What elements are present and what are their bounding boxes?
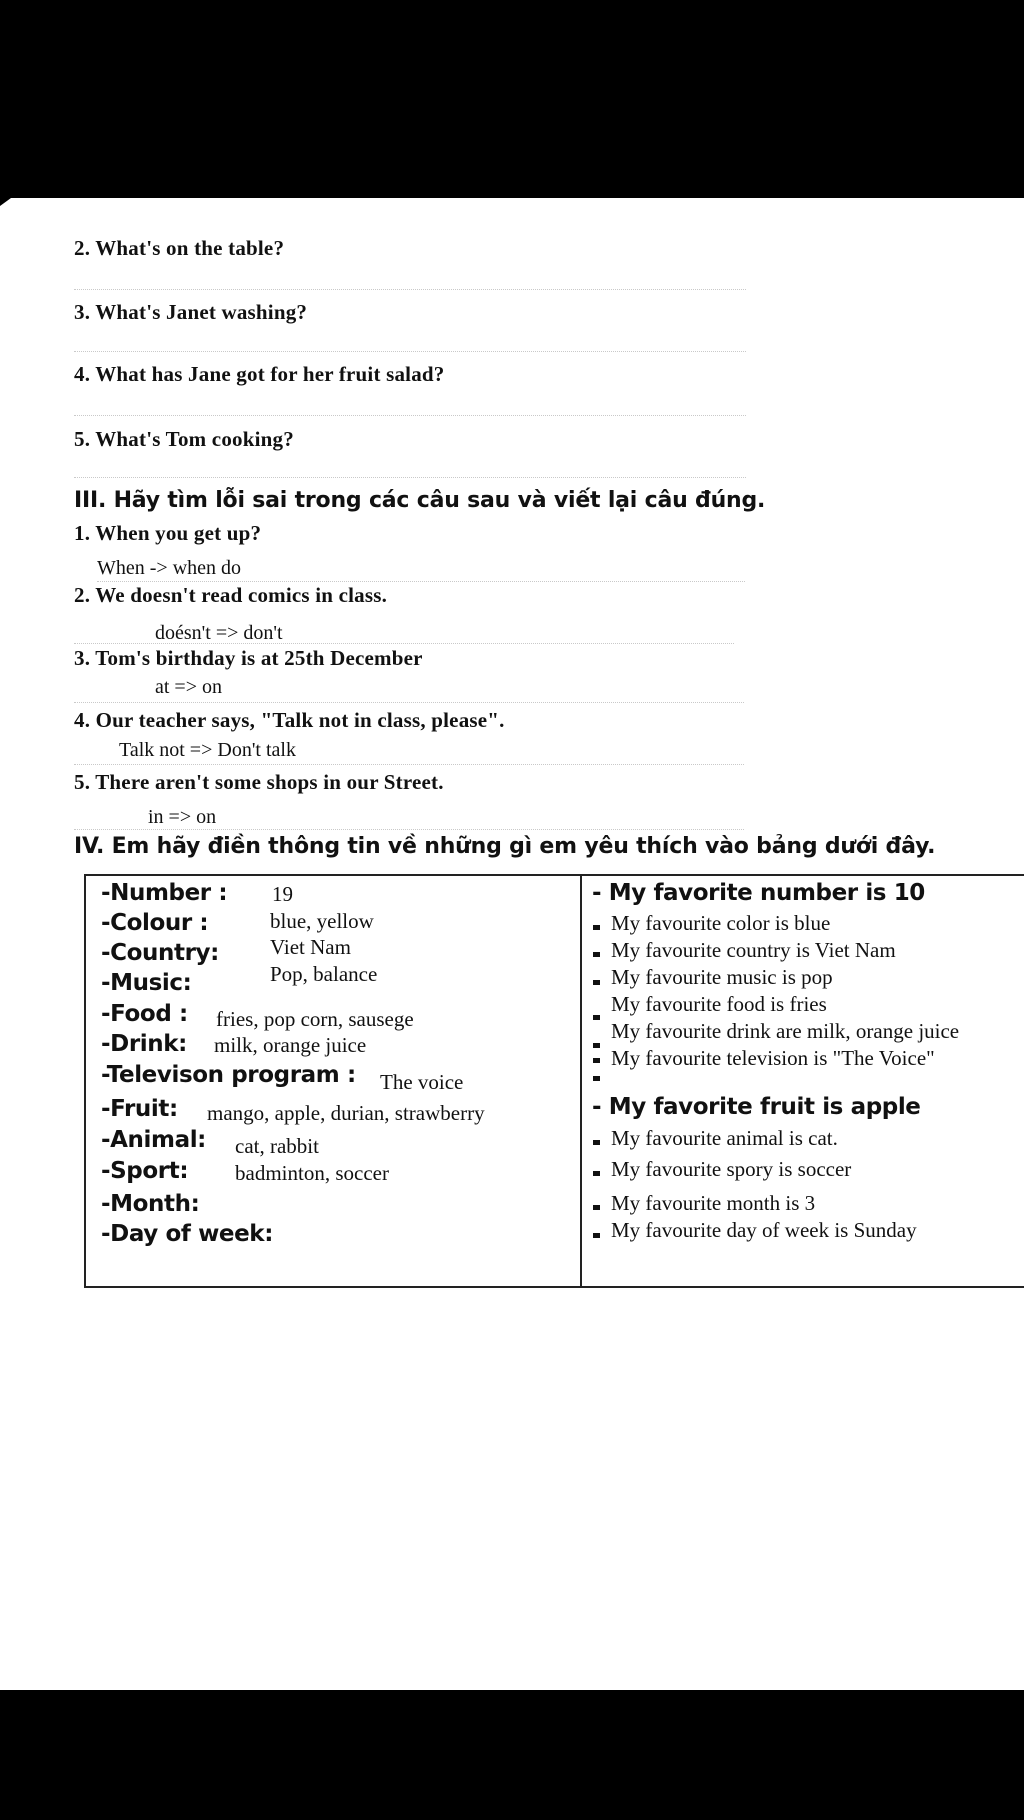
answer-line <box>74 477 746 478</box>
answer-line <box>74 829 744 830</box>
favorite-food-sentence: My favourite food is fries <box>611 992 827 1016</box>
bullet-icon <box>593 1140 600 1145</box>
question-3: 3. What's Janet washing? <box>74 300 308 324</box>
favorite-colour-sentence: My favourite color is blue <box>611 911 831 935</box>
bullet-icon <box>593 1171 600 1176</box>
label-colour: -Colour : <box>101 910 209 936</box>
section-4-heading: IV. Em hãy điền thông tin về những gì em yêu thích vào bảng dưới đây. <box>74 834 936 859</box>
favorite-country-sentence: My favourite country is Viet Nam <box>611 938 896 962</box>
bullet-icon <box>593 1043 600 1048</box>
label-month: -Month: <box>101 1191 200 1217</box>
value-music: Pop, balance <box>270 962 378 986</box>
value-colour: blue, yellow <box>270 909 374 933</box>
answer-line <box>74 289 746 290</box>
value-sport: badminton, soccer <box>235 1161 389 1185</box>
favorite-television-sentence: My favourite television is "The Voice" <box>611 1046 935 1070</box>
error-question-3: 3. Tom's birthday is at 25th December <box>74 646 423 670</box>
favorite-number-sentence: - My favorite number is 10 <box>592 880 925 906</box>
value-country: Viet Nam <box>270 935 351 959</box>
favorite-drink-sentence: My favourite drink are milk, orange juice <box>611 1019 960 1043</box>
label-television: -Televison program : <box>101 1062 356 1088</box>
section-3-heading: III. Hãy tìm lỗi sai trong các câu sau và viết lại câu đúng. <box>74 488 766 513</box>
answer-line <box>74 351 746 352</box>
bullet-icon <box>593 980 600 985</box>
bullet-icon <box>593 1076 600 1081</box>
error-question-2: 2. We doesn't read comics in class. <box>74 583 388 607</box>
question-2: 2. What's on the table? <box>74 236 285 260</box>
error-question-4: 4. Our teacher says, "Talk not in class, please". <box>74 708 505 732</box>
value-drink: milk, orange juice <box>214 1033 367 1057</box>
favorite-animal-sentence: My favourite animal is cat. <box>611 1126 838 1150</box>
error-answer-5: in => on <box>148 806 217 828</box>
label-number: -Number : <box>101 880 228 906</box>
favorite-sport-sentence: My favourite spory is soccer <box>611 1157 852 1181</box>
error-answer-4: Talk not => Don't talk <box>119 739 296 761</box>
bullet-icon <box>593 925 600 930</box>
label-country: -Country: <box>101 940 219 966</box>
favorite-fruit-sentence: - My favorite fruit is apple <box>592 1094 921 1120</box>
answer-line <box>74 415 746 416</box>
label-day-of-week: -Day of week: <box>101 1221 274 1247</box>
answer-line <box>74 643 734 644</box>
value-animal: cat, rabbit <box>235 1134 319 1158</box>
value-television: The voice <box>380 1070 464 1094</box>
bullet-icon <box>593 952 600 957</box>
error-question-1: 1. When you get up? <box>74 521 262 545</box>
answer-line <box>74 764 744 765</box>
table-divider <box>580 874 582 1286</box>
bullet-icon <box>593 1233 600 1238</box>
bullet-icon <box>593 1058 600 1063</box>
bullet-icon <box>593 1015 600 1020</box>
label-fruit: -Fruit: <box>101 1096 178 1122</box>
label-music: -Music: <box>101 970 192 996</box>
answer-line <box>74 702 744 703</box>
question-4: 4. What has Jane got for her fruit salad? <box>74 362 445 386</box>
label-sport: -Sport: <box>101 1158 189 1184</box>
label-food: -Food : <box>101 1001 188 1027</box>
error-answer-2: doésn't => don't <box>155 622 283 644</box>
error-answer-3: at => on <box>155 676 222 698</box>
error-answer-1: When -> when do <box>97 557 242 579</box>
favorite-day-sentence: My favourite day of week is Sunday <box>611 1218 917 1242</box>
answer-line <box>97 581 745 582</box>
error-question-5: 5. There aren't some shops in our Street. <box>74 770 444 794</box>
value-fruit: mango, apple, durian, strawberry <box>207 1101 485 1125</box>
favorite-music-sentence: My favourite music is pop <box>611 965 833 989</box>
question-5: 5. What's Tom cooking? <box>74 427 294 451</box>
value-food: fries, pop corn, sausege <box>216 1007 414 1031</box>
value-number: 19 <box>272 882 293 906</box>
label-drink: -Drink: <box>101 1031 187 1057</box>
favorite-month-sentence: My favourite month is 3 <box>611 1191 816 1215</box>
label-animal: -Animal: <box>101 1127 206 1153</box>
bullet-icon <box>593 1205 600 1210</box>
